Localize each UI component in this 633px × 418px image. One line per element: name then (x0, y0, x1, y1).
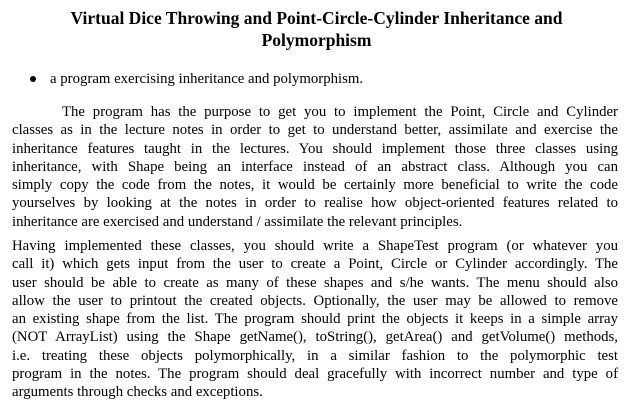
paragraph-line: simply copy the code from the notes, it would be certainly more beneficial to write the code (12, 177, 618, 194)
paragraph-line: call it) which gets input from the user to create a Point, Circle or Cylinder accordingly. The (12, 256, 618, 273)
paragraph-line: allow the user to printout the created objects. Optionally, the user may be allowed to remove (12, 292, 618, 309)
title-line: Polymorphism (261, 30, 372, 50)
bullet-icon (30, 76, 36, 82)
paragraph-line: inheritance, with Shape being an interface instead of an abstract class. Although you can (12, 158, 618, 175)
title-line: Virtual Dice Throwing and Point-Circle-Cylinder Inheritance and (70, 8, 563, 28)
paragraph-line: program in the notes. The program should deal gracefully with incorrect number and type of (12, 366, 618, 383)
bullet-item (30, 70, 363, 88)
paragraph-line: inheritance features taught in the lectures. You should implement those three classes using (12, 140, 618, 157)
paragraph-line: Having implemented these classes, you should write a ShapeTest program (or whatever you (12, 238, 618, 254)
paragraph-line: yourselves by looking at the notes in order to realise how object-oriented features related to (12, 195, 618, 212)
paragraph-line: i.e. treating these objects polymorphically, in a similar fashion to the polymorphic test (12, 347, 618, 364)
paragraph-line: classes as in the lecture notes in order to get to understand better, assimilate and exercise the (12, 122, 618, 139)
paragraph-line: (NOT ArrayList) using the Shape getName(), toString(), getArea() and getVolume() methods, (12, 329, 618, 346)
paragraph-line: user should be able to create as many of these shapes and s/he wants. The menu should also (12, 274, 618, 291)
document-title (0, 7, 633, 51)
paragraph-line: arguments through checks and exceptions. (12, 384, 263, 401)
paragraph-line: The program has the purpose to get you to implement the Point, Circle and Cylinder (62, 104, 618, 120)
bullet-text: a program exercising inheritance and polymorphism. (50, 71, 364, 87)
paragraph-requirements (12, 237, 618, 402)
paragraph-intro (12, 103, 618, 231)
paragraph-line: inheritance are exercised and understand / assimilate the relevant principles. (12, 213, 463, 230)
paragraph-line: an existing shape from the list. The program should print the objects it keeps in a simple array (12, 311, 618, 328)
